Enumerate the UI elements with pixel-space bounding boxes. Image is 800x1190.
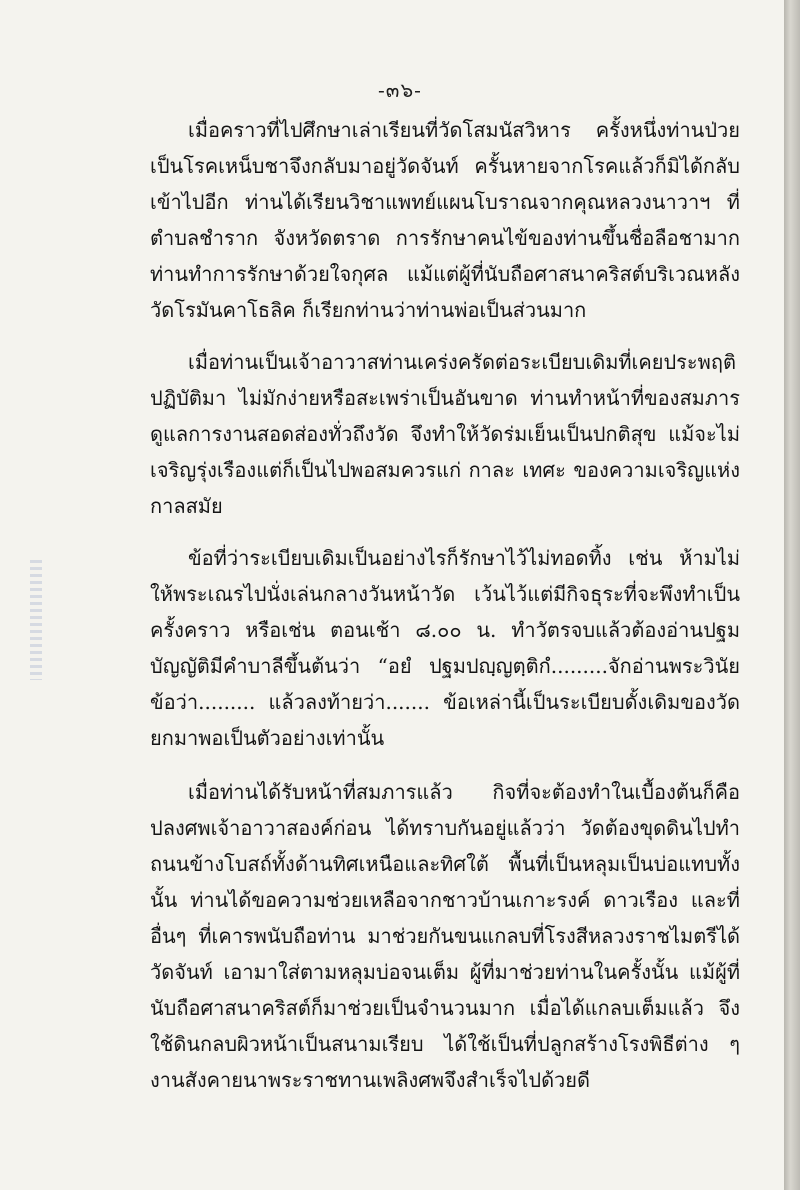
margin-ink-mark (30, 560, 42, 680)
paragraph-traditions: ข้อที่ว่าระเบียบเดิมเป็นอย่างไรก็รักษาไว้ไม่ทอดทิ้ง เช่น ห้ามไม่ให้พระเณรไปนั่งเล่นกลางวันหน้าวัด เว้นไว้แต่มีกิจธุระที่จะพึงทำเป็นครั้งคราว หรือเช่น ตอนเช้า ๘.๐๐ น. ทำวัตรจบแล้วต้องอ่านปฐมบัญญัติมีคำบาลีขึ้นต้นว่า “อยํ ปฐมปญฺญตฺติกํ.........จักอ่านพระวินัยข้อว่า......... แล้วลงท้ายว่า....... ข้อเหล่านี้เป็นระเบียบดั้งเดิมของวัดยกมาพอเป็นตัวอย่างเท่านั้น (150, 546, 740, 750)
paragraph-cremation: เมื่อท่านได้รับหน้าที่สมภารแล้ว กิจที่จะต้องทำในเบื้องต้นก็คือ ปลงศพเจ้าอาวาสองค์ก่อน ได้ทราบกันอยู่แล้วว่า วัดต้องขุดดินไปทำถนนข้างโบสถ์ทั้งด้านทิศเหนือและทิศใต้ พื้นที่เป็นหลุมเป็นบ่อแทบทั้งนั้น ท่านได้ขอความช่วยเหลือจากชาวบ้านเกาะรงค์ ดาวเรือง และที่อื่นๆ ที่เคารพนับถือท่าน มาช่วยกันขนแกลบที่โรงสีหลวงราชไมตรีได้วัดจันท์ เอามาใส่ตามหลุมบ่อจนเต็ม ผู้ที่มาช่วยท่านในครั้งนั้น แม้ผู้ที่นับถือศาสนาคริสต์ก็มาช่วยเป็นจำนวนมาก เมื่อได้แกลบเต็มแล้ว จึงใช้ดินกลบผิวหน้าเป็นสนามเรียบ ได้ใช้เป็นที่ปลูกสร้างโรงพิธีต่าง ๆ งานสังคายนาพระราชทานเพลิงศพจึงสำเร็จไปด้วยดี (150, 780, 740, 1092)
paragraph-treatment: เมื่อคราวที่ไปศึกษาเล่าเรียนที่วัดโสมนัสวิหาร ครั้งหนึ่งท่านป่วยเป็นโรคเหน็บชาจึงกลับมาอยู่วัดจันท์ ครั้นหายจากโรคแล้วก็มิได้กลับเข้าไปอีก ท่านได้เรียนวิชาแพทย์แผนโบราณจากคุณหลวงนาวาฯ ที่ตำบลชำราก จังหวัดตราด การรักษาคนไข้ของท่านขึ้นชื่อลือชามาก ท่านทำการรักษาด้วยใจกุศล แม้แต่ผู้ที่นับถือศาสนาคริสต์บริเวณหลังวัดโรมันคาโธลิค ก็เรียกท่านว่าท่านพ่อเป็นส่วนมาก (150, 118, 740, 322)
paragraph-abbot-duties: เมื่อท่านเป็นเจ้าอาวาสท่านเคร่งครัดต่อระเบียบเดิมที่เคยประพฤติปฏิบัติมา ไม่มักง่ายหรือสะเพร่าเป็นอันขาด ท่านทำหน้าที่ของสมภารดูแลการงานสอดส่องทั่วถึงวัด จึงทำให้วัดร่มเย็นเป็นปกติสุข แม้จะไม่เจริญรุ่งเรืองแต่ก็เป็นไปพอสมควรแก่ กาละ เทศะ ของความเจริญแห่งกาลสมัย (150, 350, 740, 518)
page-stack-edge (784, 0, 800, 1190)
page-number: -๓๖- (378, 78, 422, 102)
